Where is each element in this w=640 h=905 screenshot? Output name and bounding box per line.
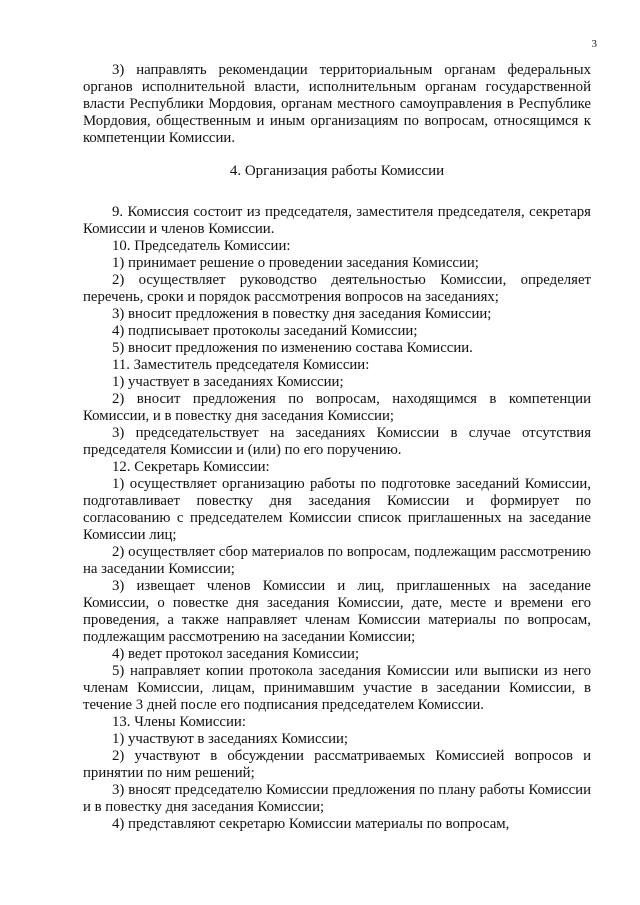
paragraph-item-10-1: 1) принимает решение о проведении заседания Комиссии;: [112, 255, 479, 271]
paragraph-item-12-3: 3) извещает членов Комиссии и лиц, приглашенных на заседание Комиссии, о повестке дня заседания Комиссии, дате, месте и времени его проведения, а также направляет членам Комиссии материалы по вопросам, подлежащим рассмотрению на заседании Комиссии;: [83, 578, 591, 645]
paragraph-item-11-2: 2) вносит предложения по вопросам, находящимся в компетенции Комиссии, и в повестку дня заседания Комиссии;: [83, 391, 591, 424]
paragraph-item-12-4: 4) ведет протокол заседания Комиссии;: [112, 646, 360, 662]
document-body: [83, 62, 591, 833]
paragraph-item-10-3: 3) вносит предложения в повестку дня заседания Комиссии;: [112, 306, 492, 322]
paragraph-item-13-3: 3) вносят председателю Комиссии предложения по плану работы Комиссии и в повестку дня заседания Комиссии;: [83, 782, 591, 815]
section-title: 4. Организация работы Комиссии: [229, 163, 445, 179]
paragraph-item-13-2: 2) участвуют в обсуждении рассматриваемых Комиссией вопросов и принятии по ним решений;: [83, 748, 591, 781]
paragraph-item-13-heading: 13. Члены Комиссии:: [112, 714, 246, 730]
paragraph-item-10-2: 2) осуществляет руководство деятельностью Комиссии, определяет перечень, сроки и порядок рассмотрения вопросов на заседаниях;: [83, 272, 591, 305]
paragraph-item-12-2: 2) осуществляет сбор материалов по вопросам, подлежащим рассмотрению на заседании Комиссии;: [83, 544, 591, 577]
paragraph-item-10-4: 4) подписывает протоколы заседаний Комиссии;: [112, 323, 418, 339]
paragraph-item-12-5: 5) направляет копии протокола заседания Комиссии или выписки из него членам Комиссии, лицам, принимавшим участие в заседании Комиссии, в течение 3 дней после его подписания председателем Комиссии.: [83, 663, 591, 713]
paragraph-item-12-1: 1) осуществляет организацию работы по подготовке заседаний Комиссии, подготавливает повестку дня заседания Комиссии и формирует по согласованию с председателем Комиссии список приглашенных на заседание Комиссии лиц;: [83, 476, 591, 543]
paragraph-item-10-5: 5) вносит предложения по изменению состава Комиссии.: [112, 340, 473, 356]
intro-paragraph: 3) направлять рекомендации территориальным органам федеральных органов исполнительной власти, исполнительным органам государственной власти Республики Мордовия, органам местного самоуправления в Республике Мордовия, общественным и иным организациям по вопросам, относящимся к компетенции Комиссии.: [83, 62, 591, 146]
paragraph-item-12-heading: 12. Секретарь Комиссии:: [112, 459, 270, 475]
paragraph-item-10-heading: 10. Председатель Комиссии:: [112, 238, 291, 254]
paragraph-item-11-1: 1) участвует в заседаниях Комиссии;: [112, 374, 344, 390]
paragraph-item-9: 9. Комиссия состоит из председателя, заместителя председателя, секретаря Комиссии и членов Комиссии.: [83, 204, 591, 237]
paragraph-item-13-1: 1) участвуют в заседаниях Комиссии;: [112, 731, 349, 747]
paragraph-item-13-4: 4) представляют секретарю Комиссии материалы по вопросам,: [112, 816, 510, 832]
paragraph-item-11-heading: 11. Заместитель председателя Комиссии:: [112, 357, 370, 373]
paragraph-item-11-3: 3) председательствует на заседаниях Комиссии в случае отсутствия председателя Комиссии и (или) по его поручению.: [83, 425, 591, 458]
page-number: 3: [591, 38, 597, 50]
